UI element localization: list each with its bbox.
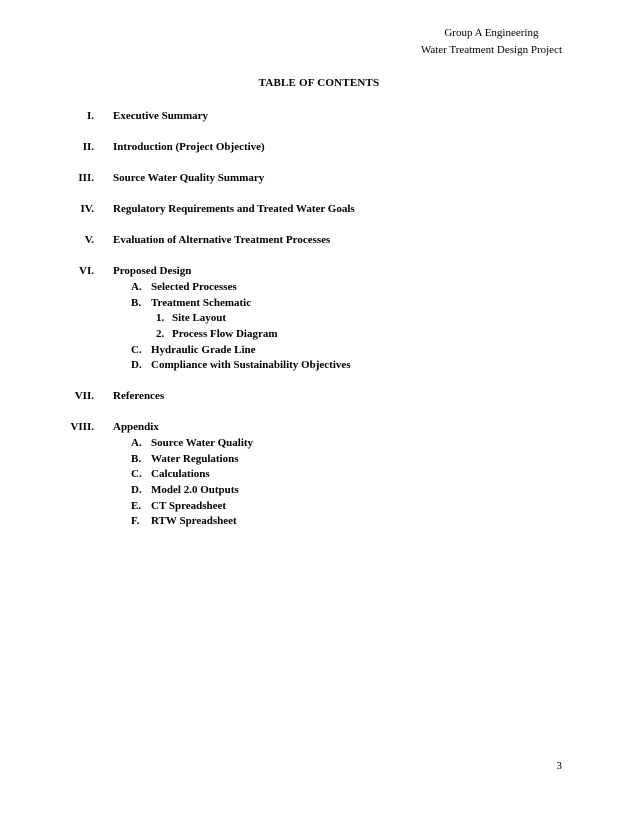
toc-subsection-title: Treatment Schematic	[151, 297, 252, 309]
toc-subsection-letter: C.	[131, 344, 142, 356]
toc-subsection-title: Source Water Quality	[151, 437, 254, 449]
toc-subsection	[0, 279, 638, 295]
toc-subsubsection-number: 2.	[156, 328, 165, 340]
toc-section-numeral: IV.	[80, 203, 94, 215]
toc-subsection-letter: C.	[131, 468, 142, 480]
toc-subsection	[0, 466, 638, 482]
toc-subsection-title: RTW Spreadsheet	[151, 515, 237, 527]
toc-subsection-title: Selected Processes	[151, 281, 237, 293]
toc-subsubsection	[0, 310, 638, 326]
toc-subsection	[0, 482, 638, 498]
toc-subsection-letter: B.	[131, 297, 142, 309]
toc-subsection	[0, 513, 638, 529]
toc-subsection	[0, 498, 638, 514]
toc-subsection-title: CT Spreadsheet	[151, 500, 227, 512]
toc-subsection-letter: A.	[131, 437, 142, 449]
toc-section-title: References	[113, 390, 165, 402]
toc-subsection-title: Compliance with Sustainability Objectives	[151, 359, 351, 371]
toc-subsection-title: Hydraulic Grade Line	[151, 344, 256, 356]
toc-subsection	[0, 435, 638, 451]
toc-subsection-title: Water Regulations	[151, 453, 239, 465]
toc-section-numeral: VIII.	[70, 421, 94, 433]
toc-subsection-letter: E.	[131, 500, 142, 512]
toc-subsection-letter: B.	[131, 453, 142, 465]
toc-subsection-title: Calculations	[151, 468, 210, 480]
toc-section-title: Evaluation of Alternative Treatment Processes	[113, 234, 331, 246]
toc-section-numeral: I.	[86, 110, 94, 122]
toc-section-numeral: VI.	[79, 265, 94, 277]
toc-section-title: Introduction (Project Objective)	[113, 141, 265, 153]
toc-section-title: Regulatory Requirements and Treated Water Goals	[113, 203, 355, 215]
toc-subsection	[0, 357, 638, 373]
toc-subsection-letter: F.	[131, 515, 140, 527]
toc-section-numeral: V.	[84, 234, 94, 246]
toc-subsection-letter: A.	[131, 281, 142, 293]
toc-subsection	[0, 295, 638, 311]
toc-section-numeral: II.	[82, 141, 94, 153]
toc-title: TABLE OF CONTENTS	[258, 77, 380, 89]
toc-subsection-letter: D.	[131, 359, 142, 371]
toc-section-title: Executive Summary	[113, 110, 209, 122]
toc-section-numeral: III.	[78, 172, 94, 184]
toc-subsubsection-number: 1.	[156, 312, 165, 324]
toc-subsubsection-title: Process Flow Diagram	[172, 328, 278, 340]
toc-subsubsection	[0, 326, 638, 342]
toc-section-title: Proposed Design	[113, 265, 192, 277]
toc-section-title: Source Water Quality Summary	[113, 172, 265, 184]
header-project: Water Treatment Design Project	[420, 44, 562, 56]
toc-subsection	[0, 342, 638, 358]
toc-subsection	[0, 451, 638, 467]
page-number: 3	[556, 760, 562, 772]
toc-section-title: Appendix	[113, 421, 159, 433]
toc-subsection-title: Model 2.0 Outputs	[151, 484, 239, 496]
toc-subsection-letter: D.	[131, 484, 142, 496]
page-header	[421, 25, 562, 59]
toc-section-numeral: VII.	[74, 390, 94, 402]
toc-subsubsection-title: Site Layout	[172, 312, 227, 324]
header-company: Group A Engineering	[444, 27, 539, 39]
